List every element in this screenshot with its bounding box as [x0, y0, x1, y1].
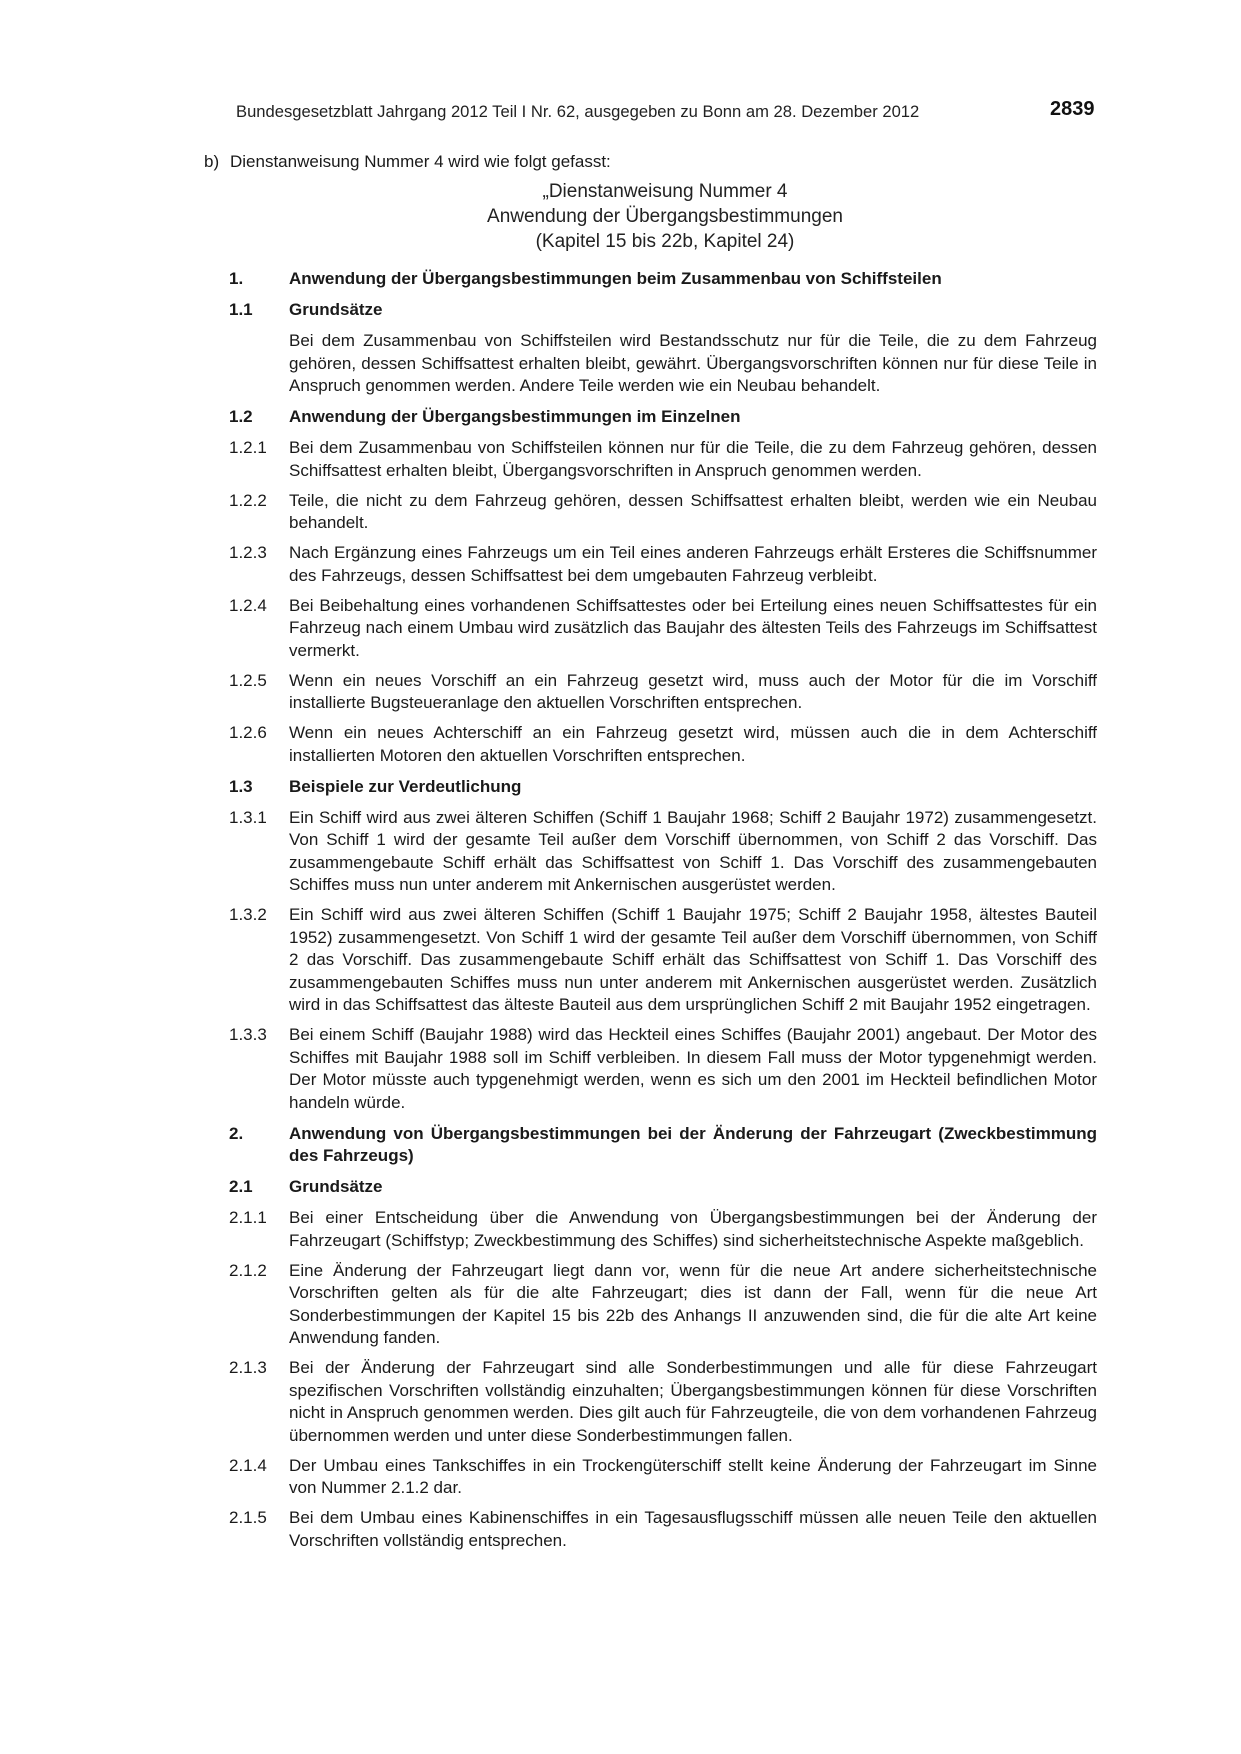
section-body-text: Bei der Änderung der Fahrzeugart sind alle Sonderbestimmungen und alle für diese Fahrzeugart spezifischen Vorschriften vollständig einzuhalten; Übergangsbestimmungen können für diese Vorschriften nicht in Anspruch genommen werden. Dies gilt auch für Fahrzeugteile, die von dem vorhandenen Fahrzeug übernommen werden und unter diese Sonderbestimmungen fallen.	[289, 1358, 1097, 1445]
section-number: 2.1.2	[229, 1260, 267, 1280]
intro-paragraph	[204, 151, 611, 174]
intro-text: Dienstanweisung Nummer 4 wird wie folgt gefasst:	[230, 152, 611, 171]
section-number: 1.2.3	[229, 543, 267, 562]
section-paragraph	[229, 330, 1097, 398]
section-number: 2.1.4	[229, 1455, 267, 1475]
section-body-text: Bei dem Umbau eines Kabinenschiffes in ein Tagesausflugsschiff müssen alle neuen Teile den aktuellen Vorschriften vollständig entsprechen.	[289, 1508, 1097, 1550]
section-heading-text: Anwendung von Übergangsbestimmungen bei der Änderung der Fahrzeugart (Zweckbestimmung des Fahrzeugs)	[289, 1123, 1097, 1165]
section-heading	[229, 299, 1097, 322]
section-body-text: Bei einer Entscheidung über die Anwendung von Übergangsbestimmungen bei der Änderung der Fahrzeugart (Schiffstyp; Zweckbestimmung des Schiffes) sind sicherheitstechnische Aspekte maßgeblich.	[289, 1208, 1097, 1250]
section-body-text: Wenn ein neues Achterschiff an ein Fahrzeug gesetzt wird, müssen auch die in dem Achterschiff installierten Motoren den aktuellen Vorschriften entsprechen.	[289, 723, 1097, 765]
section-heading	[229, 1176, 1097, 1199]
title-line-1: „Dienstanweisung Nummer 4	[542, 181, 788, 202]
section-number: 1.2.2	[229, 490, 267, 510]
title-line-3: (Kapitel 15 bis 22b, Kapitel 24)	[535, 231, 795, 252]
section-number: 2.1.3	[229, 1358, 267, 1377]
intro-letter: b)	[204, 152, 220, 171]
section-body-text: Ein Schiff wird aus zwei älteren Schiffen (Schiff 1 Baujahr 1968; Schiff 2 Baujahr 1972) zusammengesetzt. Von Schiff 1 wird der gesamte Teil außer dem Vorschiff übernommen, von Schiff 2 das Vorschiff. Das zusammengebaute Schiff erhält das Schiffsattest von Schiff 1. Das Vorschiff des zusammengebauten Schiffes muss nun unter anderem mit Ankernischen ausgerüstet werden.	[289, 807, 1097, 894]
section-paragraph	[229, 490, 1097, 535]
section-number: 1.2.4	[229, 595, 267, 615]
section-paragraph	[229, 807, 1097, 897]
section-body-text: Ein Schiff wird aus zwei älteren Schiffen (Schiff 1 Baujahr 1975; Schiff 2 Baujahr 1958, ältestes Bauteil 1952) zusammengesetzt. Von Schiff 1 wird der gesamte Teil außer dem Vorschiff übernommen, von Schiff 2 das Vorschiff. Das zusammengebaute Schiff erhält das Schiffsattest von Schiff 1. Das Vorschiff des zusammengebauten Schiffes muss nun unter anderem mit Ankernischen ausgerüstet werden. Zusätzlich wird in das Schiffsattest das älteste Bauteil aus dem ursprünglichen Schiff 2 mit Baujahr 1952 eingetragen.	[289, 905, 1097, 1014]
section-body-text: Nach Ergänzung eines Fahrzeugs um ein Teil eines anderen Fahrzeugs erhält Ersteres die Schiffsnummer des Fahrzeugs, dessen Schiffsattest bei dem umgebauten Fahrzeug verbleibt.	[289, 543, 1097, 585]
section-body-text: Der Umbau eines Tankschiffes in ein Trockengüterschiff stellt keine Änderung der Fahrzeugart im Sinne von Nummer 2.1.2 dar.	[289, 1455, 1097, 1497]
section-paragraph	[229, 1207, 1097, 1252]
section-paragraph	[229, 542, 1097, 587]
section-number: 2.1	[229, 1177, 253, 1196]
section-heading-text: Anwendung der Übergangsbestimmungen beim Zusammenbau von Schiffsteilen	[289, 269, 942, 288]
section-number: 1.2.5	[229, 670, 267, 690]
section-heading-text: Beispiele zur Verdeutlichung	[289, 776, 522, 796]
section-number: 1.3	[229, 776, 253, 796]
section-heading-text: Grundsätze	[289, 1177, 383, 1196]
section-paragraph	[229, 437, 1097, 482]
section-paragraph	[229, 904, 1097, 1017]
section-body-text: Eine Änderung der Fahrzeugart liegt dann vor, wenn für die neue Art andere sicherheitstechnische Vorschriften gelten als für die alte Fahrzeugart; dies ist dann der Fall, wenn für die neue Art Sonderbestimmungen der Kapitel 15 bis 22b des Anhangs II anzuwenden sind, die für die alte Art keine Anwendung fanden.	[289, 1260, 1097, 1347]
section-number: 2.	[229, 1123, 244, 1143]
section-paragraph	[229, 1260, 1097, 1350]
gazette-header-text: Bundesgesetzblatt Jahrgang 2012 Teil I Nr. 62, ausgegeben zu Bonn am 28. Dezember 2012	[236, 102, 920, 121]
section-number: 1.3.1	[229, 807, 267, 827]
section-body-text: Wenn ein neues Vorschiff an ein Fahrzeug gesetzt wird, muss auch der Motor für die im Vorschiff installierte Bugsteueranlage den aktuellen Vorschriften entsprechen.	[289, 670, 1097, 712]
sections-list	[229, 268, 1097, 1552]
section-paragraph	[229, 1024, 1097, 1114]
section-number: 1.2	[229, 407, 253, 426]
section-heading-text: Anwendung der Übergangsbestimmungen im Einzelnen	[289, 407, 741, 426]
section-number: 2.1.5	[229, 1508, 267, 1527]
section-body-text: Bei dem Zusammenbau von Schiffsteilen wird Bestandsschutz nur für die Teile, die zu dem Fahrzeug gehören, dessen Schiffsattest erhalten bleibt, gewährt. Übergangsvorschriften können nur für diese Teile in Anspruch genommen werden. Andere Teile werden wie ein Neubau behandelt.	[289, 331, 1097, 395]
section-paragraph	[229, 1507, 1097, 1552]
instruction-title	[440, 179, 890, 254]
section-number: 1.1	[229, 300, 253, 319]
title-line-2: Anwendung der Übergangsbestimmungen	[487, 206, 843, 227]
section-number: 2.1.1	[229, 1208, 267, 1227]
section-heading-text: Grundsätze	[289, 300, 383, 319]
section-number: 1.3.3	[229, 1025, 267, 1044]
section-paragraph	[229, 595, 1097, 663]
section-number: 1.	[229, 269, 244, 288]
section-paragraph	[229, 722, 1097, 767]
page-header	[0, 98, 1241, 128]
section-body-text: Bei dem Zusammenbau von Schiffsteilen können nur für die Teile, die zu dem Fahrzeug gehören, dessen Schiffsattest erhalten bleibt, Übergangsvorschriften in Anspruch genommen werden.	[289, 438, 1097, 480]
section-heading	[229, 776, 1097, 799]
section-paragraph	[229, 1455, 1097, 1500]
section-heading	[229, 1123, 1097, 1168]
section-body-text: Teile, die nicht zu dem Fahrzeug gehören, dessen Schiffsattest erhalten bleibt, werden wie ein Neubau behandelt.	[289, 490, 1097, 532]
section-number: 1.2.1	[229, 438, 267, 457]
section-number: 1.2.6	[229, 723, 267, 742]
section-body-text: Bei einem Schiff (Baujahr 1988) wird das Heckteil eines Schiffes (Baujahr 2001) angebaut. Der Motor des Schiffes mit Baujahr 1988 soll im Schiff verbleiben. In diesem Fall muss der Motor typgenehmigt werden. Der Motor müsste auch typgenehmigt werden, wenn es sich um den 2001 im Heckteil befindlichen Motor handeln würde.	[289, 1025, 1097, 1112]
section-paragraph	[229, 1357, 1097, 1447]
section-heading	[229, 406, 1097, 429]
page-number: 2839	[1050, 98, 1095, 120]
section-paragraph	[229, 670, 1097, 715]
section-heading	[229, 268, 1097, 291]
section-number: 1.3.2	[229, 905, 267, 924]
section-body-text: Bei Beibehaltung eines vorhandenen Schiffsattestes oder bei Erteilung eines neuen Schiffsattestes für ein Fahrzeug nach einem Umbau wird zusätzlich das Baujahr des ältesten Teils des Fahrzeugs im Schiffsattest vermerkt.	[289, 595, 1097, 660]
